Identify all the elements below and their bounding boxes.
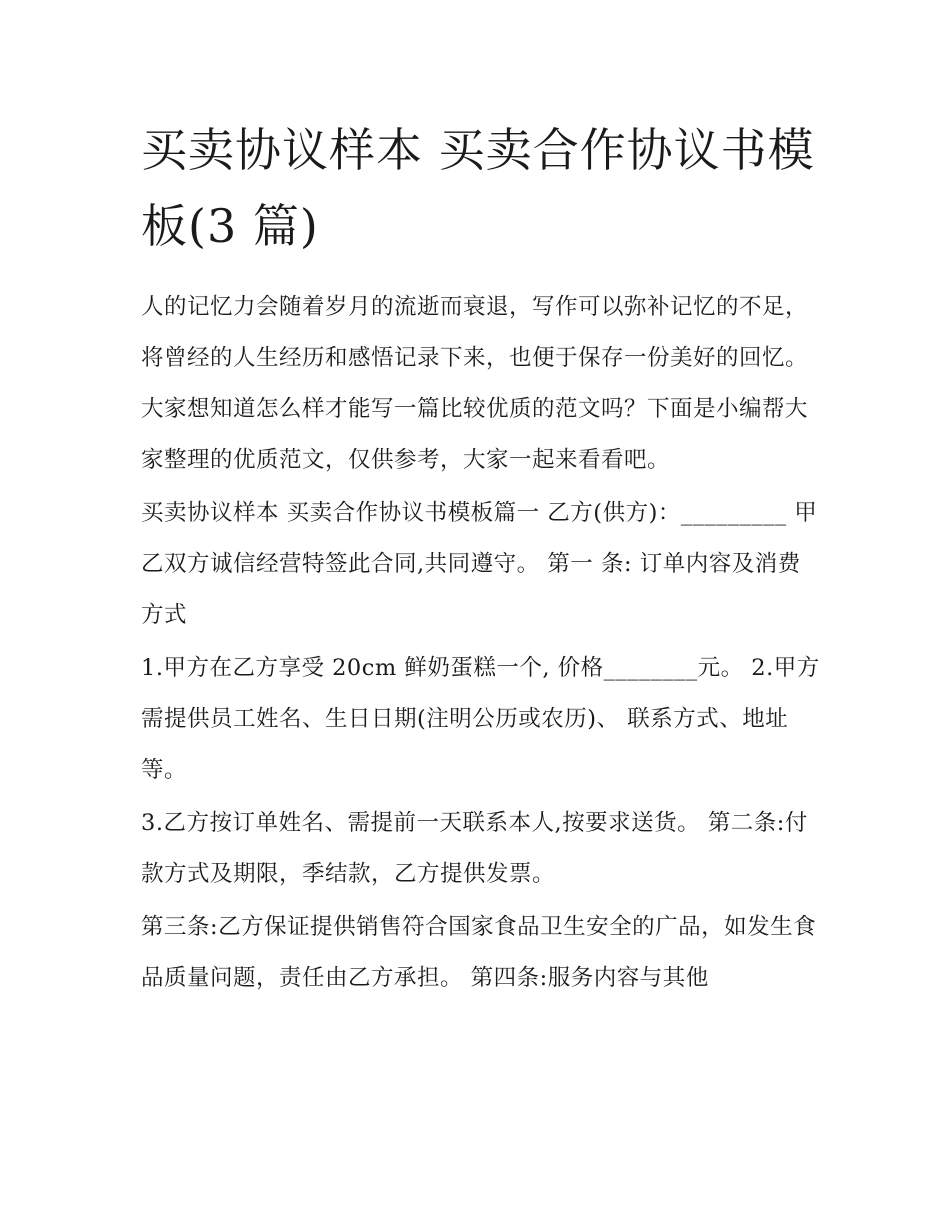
body-paragraph: 买卖协议样本 买卖合作协议书模板篇一 乙方(供方)：_________ 甲乙双方诚信经营特签此合同,共同遵守。 第一 条: 订单内容及消费方式 [141,500,818,628]
document-page [141,112,821,1006]
body-paragraph: 第三条:乙方保证提供销售符合国家食品卫生安全的广品，如发生食品质量问题，责任由乙方承担。 第四条:服务内容与其他 [141,914,817,991]
body-paragraph: 3.乙方按订单姓名、需提前一天联系本人,按要求送货。 第二条:付款方式及期限，季结款，乙方提供发票。 [141,810,808,887]
document-title: 买卖协议样本 买卖合作协议书模板(3 篇) [141,123,815,253]
body-paragraph: 1.甲方在乙方享受 20cm 鲜奶蛋糕一个, 价格________元。 2.甲方需提供员工姓名、生日日期(注明公历或农历)、 联系方式、地址等。 [141,655,820,783]
intro-paragraph: 人的记忆力会随着岁月的流逝而衰退，写作可以弥补记忆的不足，将曾经的人生经历和感悟记录下来，也便于保存一份美好的回忆。大家想知道怎么样才能写一篇比较优质的范文吗？下面是小编帮大家整理的优质范文，仅供参考，大家一起来看看吧。 [141,294,809,473]
